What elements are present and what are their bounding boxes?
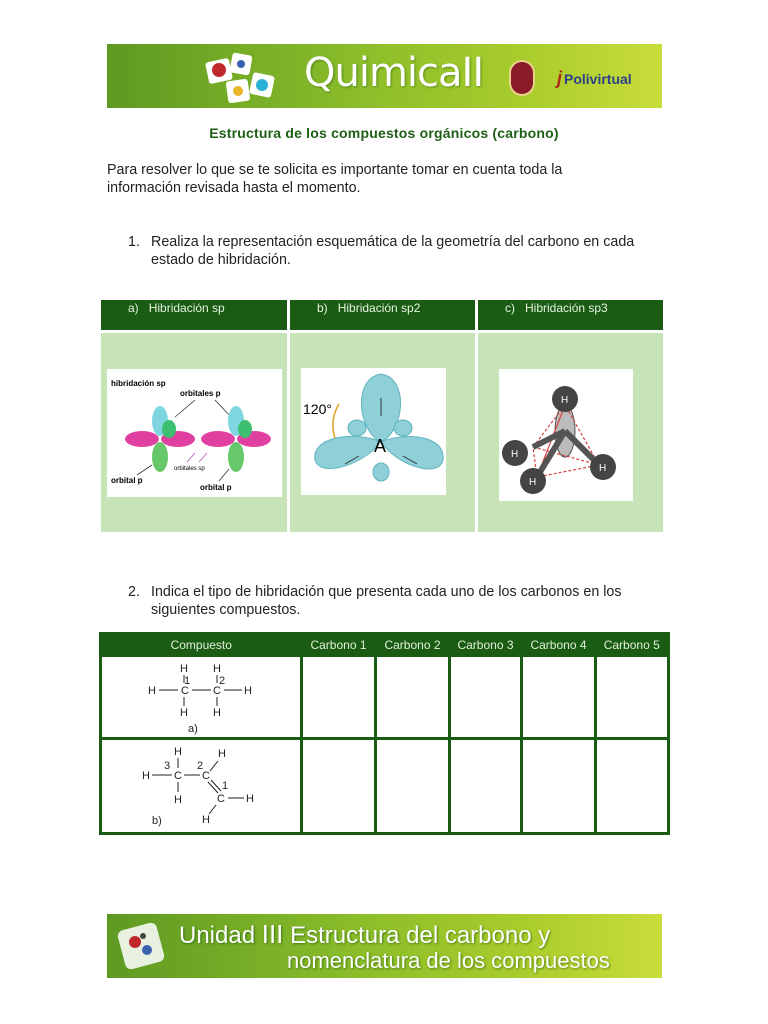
svg-text:H: H	[174, 794, 182, 806]
hyb-header-sp: a) Hibridación sp	[101, 300, 287, 330]
answer-cell-b-c2[interactable]	[376, 739, 450, 834]
svg-text:H: H	[511, 449, 519, 460]
brand-title: QuimicaII	[304, 50, 484, 96]
svg-text:C: C	[174, 770, 182, 782]
svg-text:H: H	[599, 463, 607, 474]
svg-text:H: H	[174, 746, 182, 758]
question-2	[128, 583, 668, 619]
svg-text:hibridación sp: hibridación sp	[111, 379, 166, 388]
svg-text:2: 2	[197, 760, 204, 772]
answer-cell-a-c2[interactable]	[376, 656, 450, 739]
compound-b-cell	[101, 739, 302, 834]
svg-text:2: 2	[219, 675, 226, 687]
question-1	[128, 233, 668, 269]
svg-text:C: C	[213, 685, 221, 697]
intro-text: Para resolver lo que se te solicita es importante tomar en cuenta toda la información revisada hasta el momento.	[107, 162, 563, 196]
header-carbono-1: Carbono 1	[302, 634, 376, 656]
svg-text:b): b)	[152, 815, 162, 827]
svg-text:3: 3	[164, 760, 171, 772]
header-carbono-3: Carbono 3	[450, 634, 522, 656]
svg-text:120°: 120°	[303, 401, 332, 417]
header-carbono-4: Carbono 4	[522, 634, 596, 656]
svg-text:H: H	[244, 685, 252, 697]
svg-text:a): a)	[188, 723, 198, 735]
svg-text:H: H	[213, 663, 221, 675]
question-number: 1.	[128, 234, 140, 250]
table-row	[101, 739, 669, 834]
question-text: Indica el tipo de hibridación que presenta cada uno de los carbonos en los siguientes compuestos.	[151, 584, 622, 618]
sp2-hybridization-figure	[301, 368, 446, 495]
hyb-header-sp2: b) Hibridación sp2	[290, 300, 475, 330]
svg-text:C: C	[181, 685, 189, 697]
answer-cell-a-c3[interactable]	[450, 656, 522, 739]
compounds-table	[99, 632, 670, 835]
svg-text:1: 1	[184, 675, 191, 687]
svg-text:A: A	[374, 436, 387, 456]
sp-hybridization-figure	[107, 369, 282, 497]
footer-banner	[107, 914, 662, 978]
answer-cell-b-c4[interactable]	[522, 739, 596, 834]
svg-text:C: C	[202, 770, 210, 782]
polivirtual-logo: j Polivirtual	[557, 68, 632, 88]
institution-seal-icon	[509, 60, 535, 96]
svg-text:H: H	[218, 748, 226, 760]
answer-cell-b-c1[interactable]	[302, 739, 376, 834]
unit-subtitle: nomenclatura de los compuestos	[287, 948, 610, 973]
svg-text:orbitales p: orbitales p	[180, 389, 221, 398]
svg-text:H: H	[213, 707, 221, 719]
svg-text:H: H	[529, 477, 537, 488]
hyb-header-sp3: c) Hibridación sp3	[478, 300, 663, 330]
header-carbono-5: Carbono 5	[596, 634, 669, 656]
compound-a-cell	[101, 656, 302, 739]
svg-text:1: 1	[222, 780, 229, 792]
header-banner	[107, 44, 662, 108]
svg-text:C: C	[217, 793, 225, 805]
svg-text:H: H	[180, 707, 188, 719]
answer-cell-a-c1[interactable]	[302, 656, 376, 739]
page-title: Estructura de los compuestos orgánicos (carbono)	[209, 125, 559, 141]
header-compuesto: Compuesto	[101, 634, 302, 656]
table-header-row	[101, 634, 669, 656]
svg-text:H: H	[148, 685, 156, 697]
header-carbono-2: Carbono 2	[376, 634, 450, 656]
svg-text:H: H	[180, 663, 188, 675]
question-text: Realiza la representación esquemática de la geometría del carbono en cada estado de hibridación.	[151, 234, 635, 268]
molecule-cubes-icon	[115, 920, 171, 972]
answer-cell-b-c3[interactable]	[450, 739, 522, 834]
svg-text:H: H	[561, 395, 569, 406]
ethane-structure	[102, 658, 298, 736]
svg-text:H: H	[246, 793, 254, 805]
answer-cell-a-c5[interactable]	[596, 656, 669, 739]
svg-text:H: H	[142, 770, 150, 782]
svg-text:H: H	[202, 814, 210, 826]
svg-text:orbital p: orbital p	[200, 483, 232, 492]
question-number: 2.	[128, 584, 140, 600]
answer-cell-a-c4[interactable]	[522, 656, 596, 739]
answer-cell-b-c5[interactable]	[596, 739, 669, 834]
svg-text:orbital p: orbital p	[111, 476, 143, 485]
svg-text:orbitales sp: orbitales sp	[174, 466, 205, 472]
unit-title: Unidad III Estructura del carbono y	[179, 919, 551, 949]
molecule-cubes-icon	[201, 50, 281, 106]
propene-structure	[102, 741, 298, 831]
sp3-hybridization-figure	[499, 369, 633, 501]
table-row	[101, 656, 669, 739]
